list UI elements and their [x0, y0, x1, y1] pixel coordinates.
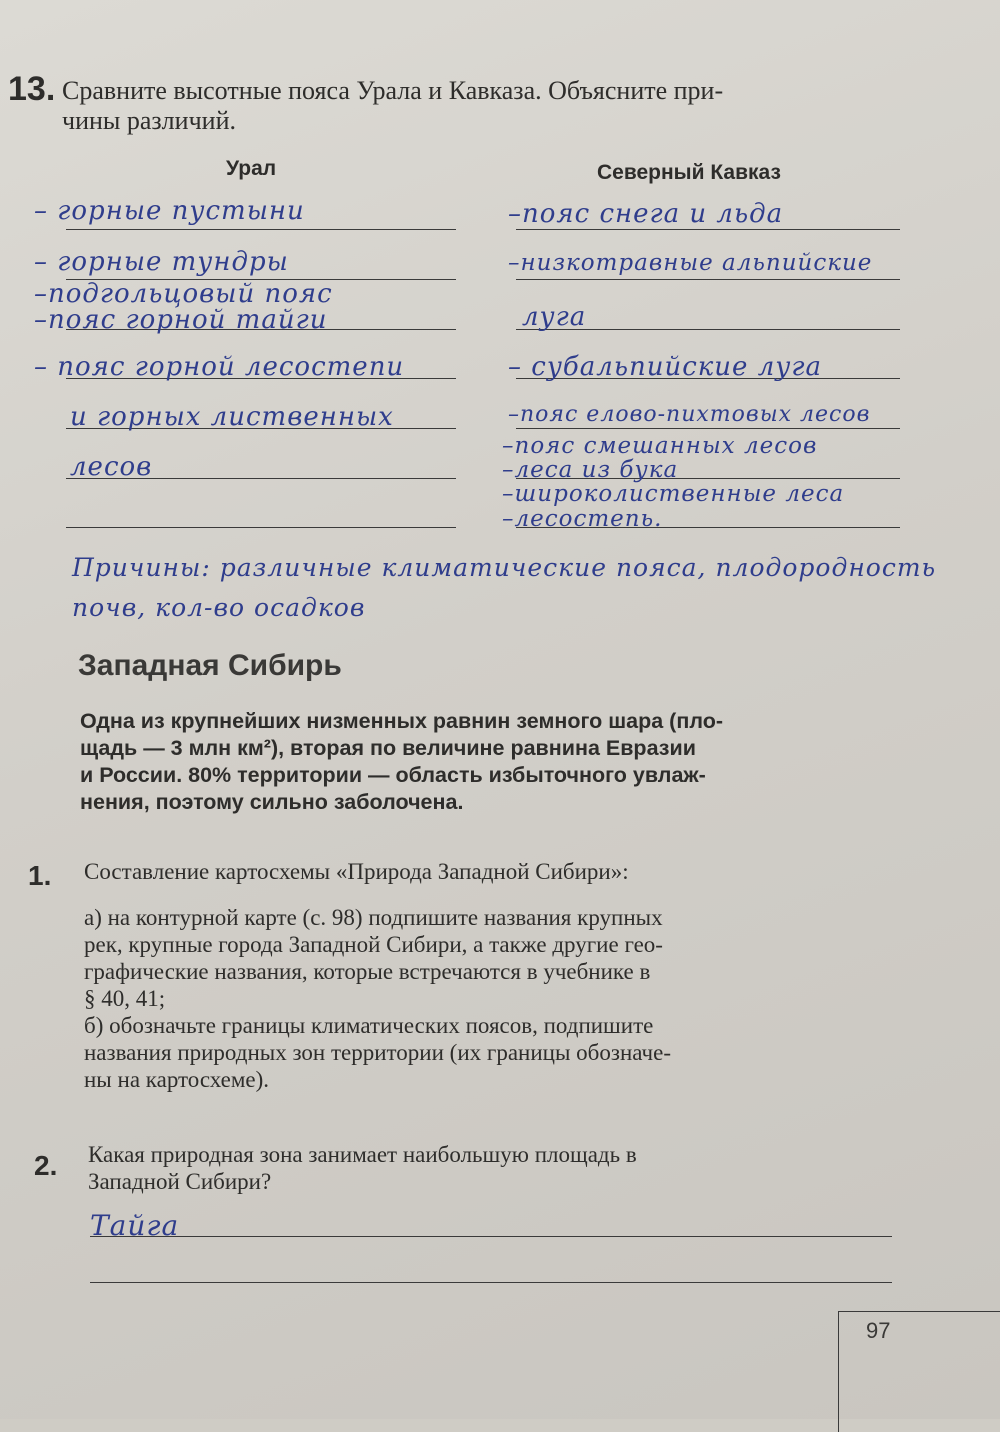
caucasus-answer: –пояс снега и льда: [508, 199, 784, 229]
task-13-prompt-line2: чины различий.: [62, 106, 236, 135]
task-1-line: ны на картосхеме).: [84, 1067, 270, 1092]
task-1-number: 1.: [28, 860, 52, 891]
answer-line: [516, 229, 900, 230]
caucasus-answer: –лесостепь.: [502, 506, 663, 532]
task-1-title: Составление картосхемы «Природа Западной Сибири»:: [84, 859, 629, 884]
task-1-line: § 40, 41;: [84, 986, 166, 1011]
answer-line: [516, 279, 900, 280]
ural-answer: –подгольцовый пояс: [34, 279, 333, 309]
page-number-box: [838, 1311, 1000, 1432]
ural-answer: лесов: [70, 452, 153, 482]
answer-line: [66, 527, 456, 528]
ural-answer: – горные тундры: [34, 247, 289, 277]
task-1-line: б) обозначьте границы климатических поясов, подпишите: [84, 1013, 654, 1038]
task-2-number: 2.: [34, 1150, 58, 1181]
section-title: Западная Сибирь: [78, 649, 342, 682]
task-2-line: Какая природная зона занимает наибольшую площадь в: [88, 1142, 637, 1167]
caucasus-answer: –пояс смешанных лесов: [502, 433, 818, 459]
intro-line: и России. 80% территории — область избыточного увлаж-: [80, 763, 706, 787]
answer-line: [516, 428, 900, 429]
task-13-number: 13.: [8, 70, 56, 108]
task-13-prompt-line1: Сравните высотные пояса Урала и Кавказа. Объясните при-: [62, 76, 724, 105]
caucasus-answer: –леса из бука: [502, 457, 679, 483]
task-1-line: названия природных зон территории (их границы обозначе-: [84, 1040, 671, 1065]
page-number: 97: [866, 1318, 891, 1343]
section-intro: [80, 708, 896, 816]
caucasus-answer: –широколиственные леса: [502, 481, 845, 507]
task-2-answer: Тайга: [90, 1209, 180, 1242]
task-1-line: а) на контурной карте (с. 98) подпишите названия крупных: [84, 905, 663, 930]
task-1-line: рек, крупные города Западной Сибири, а также другие гео-: [84, 932, 663, 957]
answer-line: [90, 1282, 892, 1283]
caucasus-answer: –низкотравные альпийские: [508, 250, 873, 276]
intro-line: щадь — 3 млн км²), вторая по величине равнина Евразии: [80, 736, 696, 760]
column-header-ural: Урал: [226, 157, 277, 180]
answer-line: [66, 229, 456, 230]
task-2-body: [88, 1141, 894, 1195]
ural-answer: –пояс горной тайги: [34, 305, 328, 335]
task-2-line: Западной Сибири?: [88, 1169, 272, 1194]
intro-line: нения, поэтому сильно заболочена.: [80, 790, 464, 814]
answer-line: [90, 1236, 892, 1237]
reasons-answer-line1: Причины: различные климатические пояса, плодородность: [72, 553, 937, 582]
ural-answer: и горных лиственных: [70, 402, 394, 432]
caucasus-answer: – субальпийские луга: [508, 352, 822, 382]
caucasus-answer: –пояс елово-пихтовых лесов: [508, 402, 871, 427]
ural-answer: – пояс горной лесостепи: [34, 352, 405, 382]
column-header-caucasus: Северный Кавказ: [597, 161, 781, 184]
reasons-answer-line2: почв, кол-во осадков: [72, 593, 366, 622]
task-1-line: графические названия, которые встречаются в учебнике в: [84, 959, 651, 984]
task-1-body: [84, 904, 894, 1093]
ural-answer: – горные пустыни: [34, 196, 305, 226]
intro-line: Одна из крупнейших низменных равнин земного шара (пло-: [80, 709, 723, 733]
caucasus-answer: луга: [522, 302, 587, 332]
